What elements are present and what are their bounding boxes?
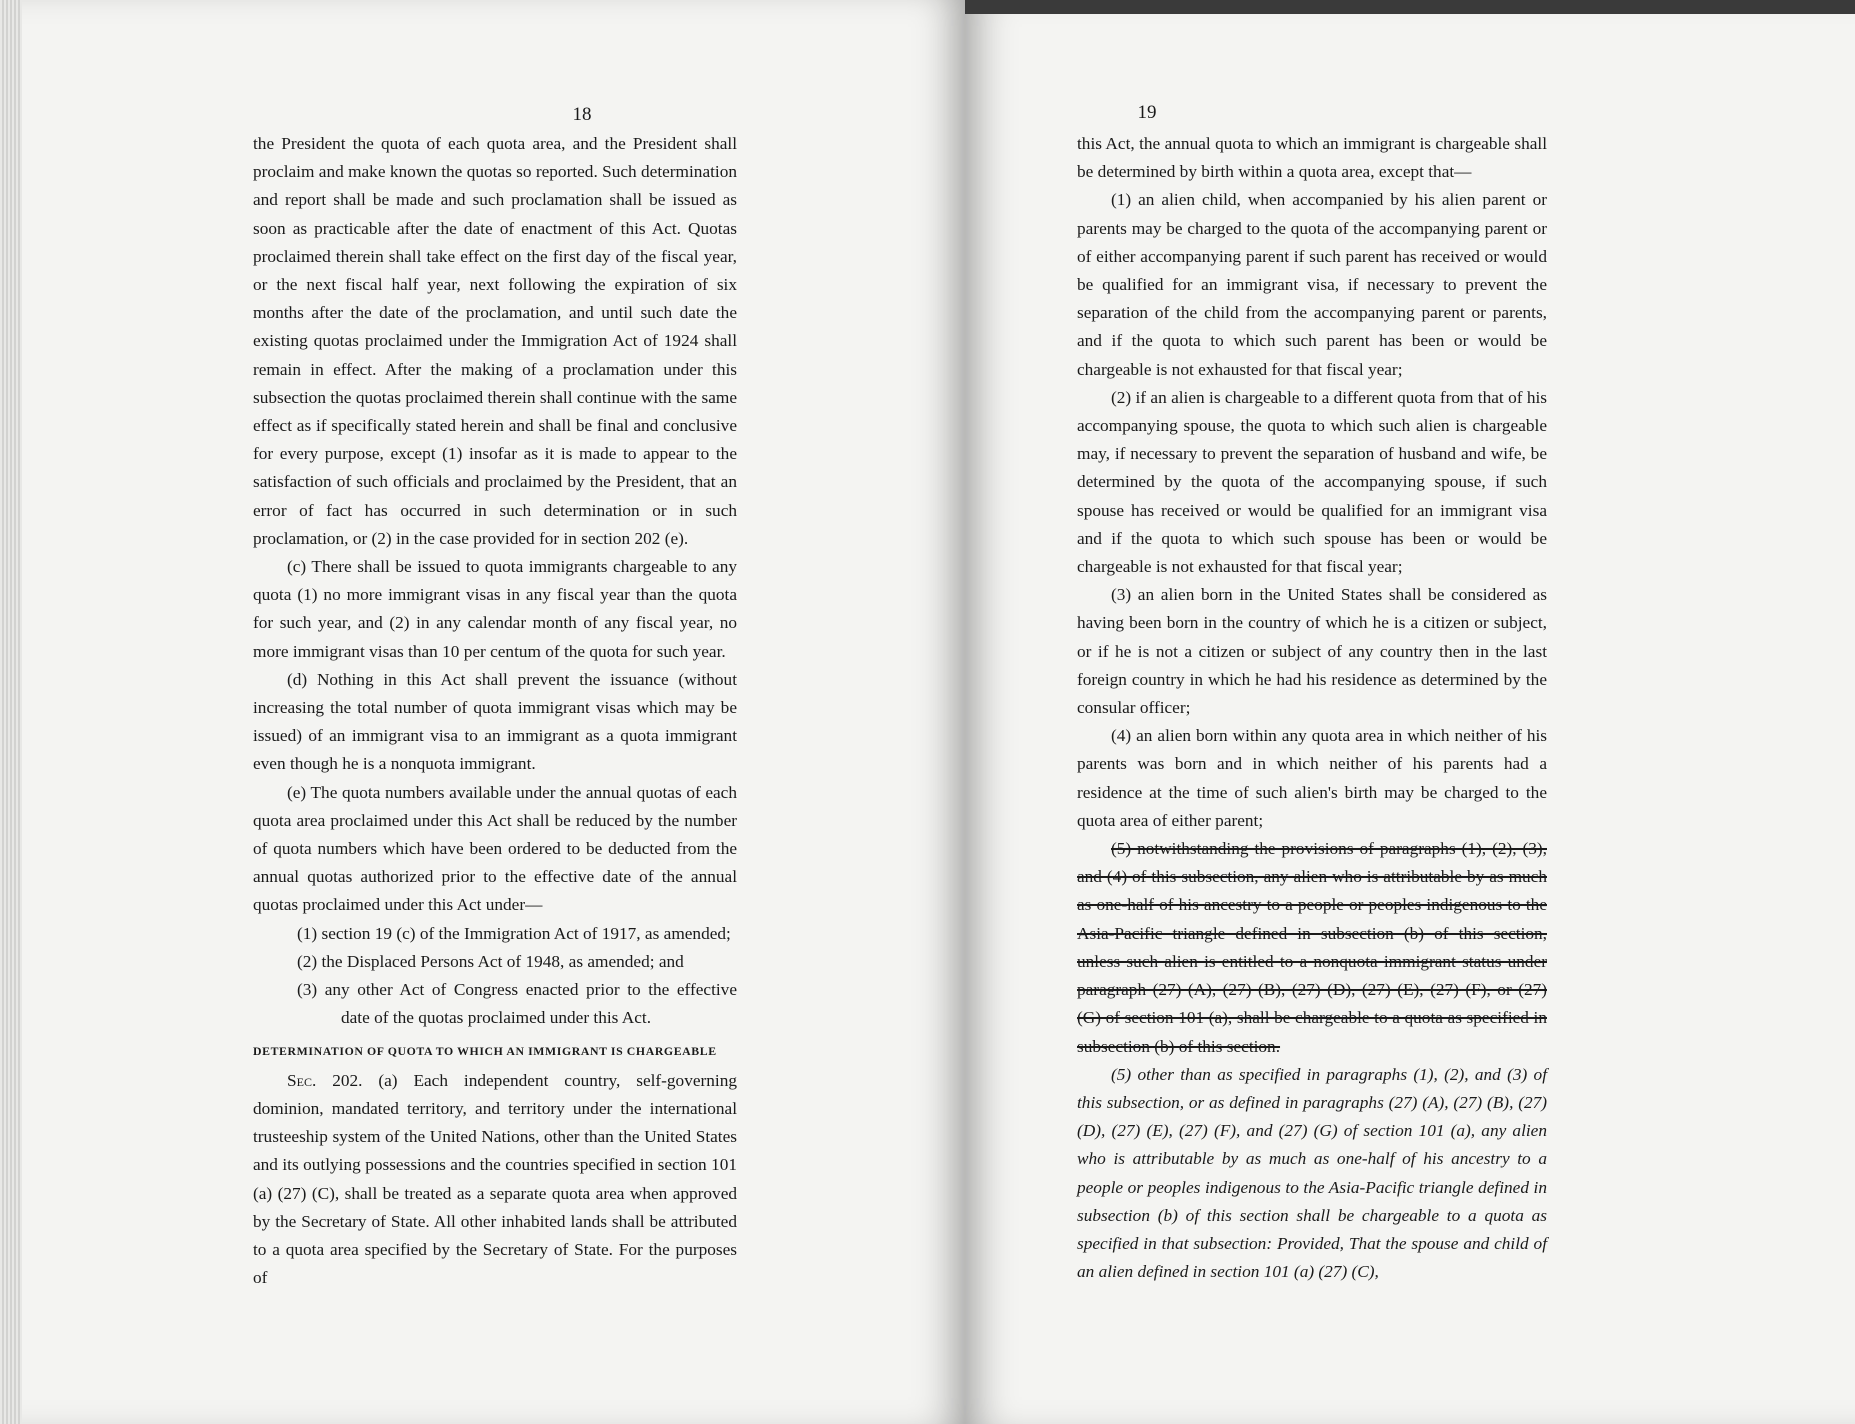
right-page bbox=[965, 0, 1855, 1424]
sec-text: 202. (a) Each independent country, self-governing dominion, mandated territory, and territory under the international trusteeship system of the United Nations, other than the United States and its outlying possessions and the countries specified in section 101 (a) (27) (C), shall be treated as a separate quota area when approved by the Secretary of State. All other inhabited lands shall be attributed to a quota area specified by the Secretary of State. For the purposes of bbox=[253, 1070, 737, 1288]
page-number-left: 18 bbox=[572, 104, 592, 125]
sec-label: Sec. bbox=[287, 1070, 317, 1090]
left-page-body bbox=[253, 130, 737, 1292]
struck-item: (5) notwithstanding the provisions of paragraphs (1), (2), (3), and (4) of this subsection, any alien who is attributable by as much as one-half of his ancestry to a people or peoples indigenous to the Asia-Pacific triangle defined in subsection (b) of this section, unless such alien is entitled to a nonquota immigrant status under paragraph (27) (A), (27) (B), (27) (D), (27) (E), (27) (F), or (27) (G) of section 101 (a), shall be chargeable to a quota as specified in subsection (b) of this section. bbox=[1077, 839, 1547, 1056]
paragraph-d: (d) Nothing in this Act shall prevent the issuance (without increasing the total number of quota immigrant visas which may be issued) of an immigrant visa to an immigrant as a quota immigrant even though he is a nonquota immigrant. bbox=[253, 669, 737, 774]
page-edges bbox=[0, 0, 22, 1424]
list-item: (1) section 19 (c) of the Immigration Act of 1917, as amended; bbox=[297, 923, 731, 943]
right-page-body bbox=[1077, 130, 1547, 1286]
section-heading: DETERMINATION OF QUOTA TO WHICH AN IMMIGRANT IS CHARGEABLE bbox=[253, 1043, 717, 1058]
paragraph-intro: this Act, the annual quota to which an immigrant is chargeable shall be determined by birth within a quota area, except that— bbox=[1077, 134, 1547, 182]
list-item: (2) if an alien is chargeable to a different quota from that of his accompanying spouse, the quota to which such alien is chargeable may, if necessary to prevent the separation of husband and wife, be determined by the quota of the accompanying spouse, if such spouse has received or would be qualified for an immigrant visa and if the quota to which such spouse has been or would be chargeable is not exhausted for that fiscal year; bbox=[1077, 387, 1547, 577]
list-item: (3) any other Act of Congress enacted prior to the effective date of the quotas proclaimed under this Act. bbox=[297, 980, 737, 1028]
section-202-paragraph bbox=[253, 1067, 737, 1293]
paragraph-e: (e) The quota numbers available under the annual quotas of each quota area proclaimed under this Act shall be reduced by the number of quota numbers which have been ordered to be deducted from the annual quotas authorized prior to the effective date of the annual quotas proclaimed under this Act under— bbox=[253, 782, 737, 915]
list-item: (1) an alien child, when accompanied by his alien parent or parents may be charged to the quota of the accompanying parent or of either accompanying parent if such parent has received or would be qualified for an immigrant visa, if necessary to prevent the separation of the child from the accompanying parent or parents, and if the quota to which such parent has been or would be chargeable is not exhausted for that fiscal year; bbox=[1077, 190, 1547, 379]
page-number-right: 19 bbox=[1137, 102, 1157, 123]
list-item: (2) the Displaced Persons Act of 1948, as amended; and bbox=[297, 951, 684, 971]
paragraph-c: (c) There shall be issued to quota immigrants chargeable to any quota (1) no more immigrant visas in any fiscal year than the quota for such year, and (2) in any calendar month of any fiscal year, no more immigrant visas than 10 per centum of the quota for such year. bbox=[253, 557, 737, 661]
list-item: (3) an alien born in the United States shall be considered as having been born in the country of which he is a citizen or subject, or if he is not a citizen or subject of any country then in the last foreign country in which he had his residence as determined by the consular officer; bbox=[1077, 585, 1547, 718]
italic-item: (5) other than as specified in paragraphs (1), (2), and (3) of this subsection, or as defined in paragraphs (27) (A), (27) (B), (27) (D), (27) (E), (27) (F), and (27) (G) of section 101 (a), any alien who is attributable by as much as one-half of his ancestry to a people or peoples indigenous to the Asia-Pacific triangle defined in subsection (b) of this section shall be chargeable to a quota as specified in that subsection: Provided, That the spouse and child of an alien defined in section 101 (a) (27) (C), bbox=[1077, 1064, 1547, 1282]
paragraph-continuation: the President the quota of each quota area, and the President shall proclaim and make known the quotas so reported. Such determination and report shall be made and such proclamation shall be issued as soon as practicable after the date of enactment of this Act. Quotas proclaimed therein shall take effect on the first day of the fiscal year, or the next fiscal half year, next following the expiration of six months after the date of the proclamation, and until such date the existing quotas proclaimed under the Immigration Act of 1924 shall remain in effect. After the making of a proclamation under this subsection the quotas proclaimed therein shall continue with the same effect as if specifically stated herein and shall be final and conclusive for every purpose, except (1) insofar as it is made to appear to the satisfaction of such officials and proclaimed by the President, that an error of fact has occurred in such determination or in such proclamation, or (2) in the case provided for in section 202 (e). bbox=[253, 134, 737, 548]
list-item: (4) an alien born within any quota area in which neither of his parents was born and in which neither of his parents had a residence at the time of such alien's birth may be charged to the quota area of either parent; bbox=[1077, 726, 1547, 830]
